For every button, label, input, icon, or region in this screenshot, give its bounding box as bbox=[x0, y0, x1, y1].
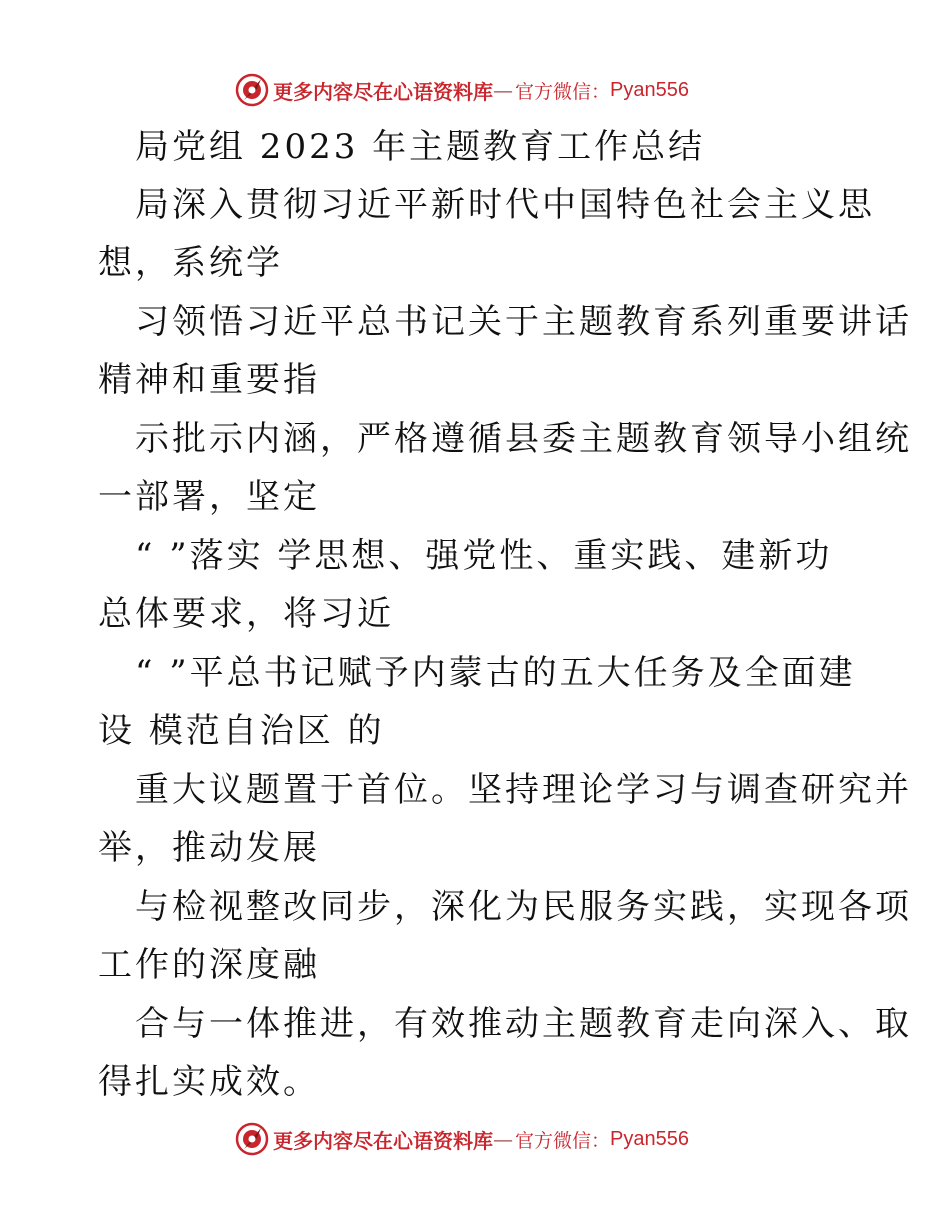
watermark-id: Pyan556 bbox=[610, 1127, 689, 1150]
doc-title: 局党组 2023 年主题教育工作总结 bbox=[135, 127, 706, 167]
doc-line: 示批示内涵，严格遵循县委主题教育领导小组统 bbox=[135, 419, 912, 459]
watermark-text: 更多内容尽在心语资料库 bbox=[273, 79, 493, 104]
feather-logo-icon bbox=[235, 73, 269, 107]
doc-line: 局深入贯彻习近平新时代中国特色社会主义思 bbox=[135, 185, 875, 225]
doc-line: 重大议题置于首位。坚持理论学习与调查研究并 bbox=[135, 770, 912, 810]
watermark-text: 更多内容尽在心语资料库 bbox=[273, 1128, 493, 1153]
feather-logo-icon bbox=[235, 1122, 269, 1156]
doc-line: 一部署，坚定 bbox=[98, 477, 320, 517]
doc-line: 总体要求，将习近 bbox=[98, 594, 394, 634]
doc-line: 想，系统学 bbox=[98, 243, 283, 283]
doc-line: 得扎实成效。 bbox=[98, 1062, 320, 1102]
watermark-sub: 官方微信： bbox=[515, 1129, 611, 1152]
doc-line: 与检视整改同步，深化为民服务实践，实现各项 bbox=[135, 887, 912, 927]
doc-line: 合与一体推进，有效推动主题教育走向深入、取 bbox=[135, 1004, 912, 1044]
watermark-dash: — bbox=[493, 1127, 513, 1151]
watermark-footer bbox=[235, 1121, 689, 1157]
watermark-sub: 官方微信： bbox=[515, 80, 611, 103]
watermark-dash: — bbox=[493, 78, 513, 102]
doc-line: 举，推动发展 bbox=[98, 828, 320, 868]
doc-line: 习领悟习近平总书记关于主题教育系列重要讲话 bbox=[135, 302, 912, 342]
doc-line: 设 模范自治区 的 bbox=[98, 711, 385, 751]
doc-line: 精神和重要指 bbox=[98, 360, 320, 400]
doc-line: 工作的深度融 bbox=[98, 945, 320, 985]
doc-line: “ ”平总书记赋予内蒙古的五大任务及全面建 bbox=[135, 653, 856, 693]
doc-line: “ ”落实 学思想、强党性、重实践、建新功 bbox=[135, 536, 833, 576]
watermark-header bbox=[235, 72, 689, 108]
watermark-id: Pyan556 bbox=[610, 78, 689, 101]
